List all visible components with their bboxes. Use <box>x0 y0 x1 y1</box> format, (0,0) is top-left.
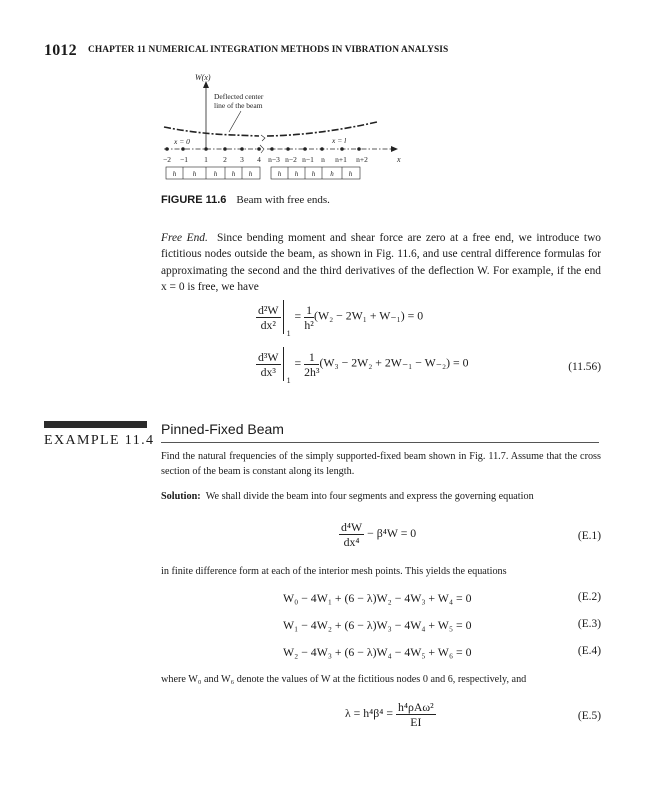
eq2-lhs-num: d³W <box>258 349 279 364</box>
annotation-pointer <box>229 111 241 132</box>
node-label: n−1 <box>302 155 314 164</box>
example-label: EXAMPLE 11.4 <box>44 433 155 448</box>
running-title: CHAPTER 11 NUMERICAL INTEGRATION METHODS IN VIBRATION ANALYSIS <box>88 45 449 55</box>
e1-label: (E.1) <box>577 530 601 542</box>
free-end-paragraph <box>161 230 601 295</box>
spacing-label: h <box>213 170 218 178</box>
xl-label: x = l <box>332 136 347 145</box>
figure-caption <box>161 194 330 206</box>
eq2-coef-den: 2h³ <box>304 364 320 379</box>
solution-paragraph <box>161 489 601 504</box>
spacing-label: h <box>231 170 236 178</box>
e5-den: EI <box>410 715 422 729</box>
spacing-label: h <box>330 170 334 178</box>
page-number: 1012 <box>44 42 77 59</box>
spacing-labels <box>173 170 353 178</box>
where-paragraph: where W₀ and W₆ denote the values of W at the fictitious nodes 0 and 6, respectively, and <box>161 674 527 685</box>
e2-label: (E.2) <box>577 591 601 603</box>
node-label: n−3 <box>268 155 280 164</box>
spacing-label: h <box>348 170 353 178</box>
node-label: n+1 <box>335 155 347 164</box>
free-end-lead: Free End. <box>161 232 208 244</box>
eq1-coef-num: 1 <box>306 302 313 317</box>
node-label: 3 <box>240 155 244 164</box>
eq2-sub: 1 <box>286 376 291 385</box>
equation-e1 <box>161 520 601 556</box>
e1-rest: − β⁴W = 0 <box>367 526 417 541</box>
e1-den: dx⁴ <box>343 535 360 549</box>
node-label: 1 <box>204 155 208 164</box>
node-labels <box>163 155 368 164</box>
solution-lead: Solution: <box>161 491 201 502</box>
spacing-label: h <box>172 170 177 178</box>
e3-label: (E.3) <box>577 618 601 630</box>
node-label: −1 <box>180 155 188 164</box>
spacing-label: h <box>248 170 253 178</box>
eq2-rhs: (W₃ − 2W₂ + 2W₋₁ − W₋₂) = 0 <box>319 355 469 370</box>
deflected-line-right <box>267 122 377 136</box>
free-end-text: Since bending moment and shear force are zero at a free end, we introduce two fictitious nodes outside the beam, as shown in Fig. 11.6, and use central difference formulas for approximating the second and the third derivatives of the deflection W. For example, if the end x = 0 is free, we have <box>161 232 601 293</box>
e4-text: W₂ − 4W₃ + (6 − λ)W₄ − 4W₅ + W₆ = 0 <box>283 645 472 659</box>
spacing-label: h <box>311 170 316 178</box>
example-rule <box>161 442 599 443</box>
annotation-line2: line of the beam <box>214 101 263 110</box>
example-bar <box>44 421 147 428</box>
eq2-coef-num: 1 <box>304 350 319 365</box>
x-axis-label: x <box>397 155 401 164</box>
eq1-lhs-num: d²W <box>258 302 279 317</box>
equation-third-derivative: $\frac{\text{d³W}}{\text{dx³}}$ 1 = $\frac{1}{\text{2h³}}$ (W₃ − 2W₂ + 2W₋₁ − W₋₂) = 0 (11.56) <box>161 347 601 387</box>
x-axis-arrow <box>391 146 398 152</box>
spacing-label: h <box>277 170 282 178</box>
equation-e5 <box>161 700 601 738</box>
eq1-lhs-den: dx² <box>260 317 276 332</box>
e2-text: W₀ − 4W₁ + (6 − λ)W₂ − 4W₃ + W₄ = 0 <box>283 591 472 605</box>
e5-num: h⁴ρAω² <box>397 700 434 714</box>
eq2-lhs-den: dx³ <box>260 364 276 379</box>
eq1-rhs: (W₂ − 2W₁ + W₋₁) = 0 <box>314 308 424 323</box>
spacing-label: h <box>192 170 197 178</box>
e5-label: (E.5) <box>577 710 601 722</box>
annotation-line1: Deflected center <box>214 92 264 101</box>
figure-caption-text: Beam with free ends. <box>236 194 330 206</box>
node-label: −2 <box>163 155 171 164</box>
deflected-line-left <box>164 127 259 136</box>
example-statement: Find the natural frequencies of the simply supported-fixed beam shown in Fig. 11.7. Assume that the cross section of the beam is constant along its length. <box>161 451 601 477</box>
spacing-label: h <box>294 170 299 178</box>
e3-text: W₁ − 4W₂ + (6 − λ)W₃ − 4W₄ + W₅ = 0 <box>283 618 472 632</box>
e4-label: (E.4) <box>577 645 601 657</box>
node-label: 4 <box>257 155 261 164</box>
eq2-label: (11.56) <box>568 361 601 373</box>
y-axis-arrow <box>203 81 209 88</box>
mid-paragraph: in finite difference form at each of the interior mesh points. This yields the equations <box>161 566 507 577</box>
x0-label: x = 0 <box>174 137 190 146</box>
eq1-sub: 1 <box>286 329 291 338</box>
e5-lhs: λ = h⁴β⁴ = <box>345 706 393 721</box>
e1-num: d⁴W <box>341 520 363 534</box>
equation-second-derivative: $\frac{\text{d²W}}{\text{dx²}}$ 1 = $\frac{1}{\text{h²}}$ (W₂ − 2W₁ + W₋₁) = 0 <box>161 300 601 340</box>
node-label: 2 <box>223 155 227 164</box>
y-axis-label: W(x) <box>195 73 211 82</box>
solution-text: We shall divide the beam into four segments and express the governing equation <box>205 491 534 502</box>
beam-figure <box>159 70 399 188</box>
break-mark-left <box>261 135 265 141</box>
node-label: n−2 <box>285 155 297 164</box>
example-title: Pinned-Fixed Beam <box>161 421 284 437</box>
eq1-coef-den: h² <box>304 317 314 332</box>
node-label: n+2 <box>356 155 368 164</box>
node-label: n <box>321 155 325 164</box>
figure-caption-label: FIGURE 11.6 <box>161 194 227 206</box>
